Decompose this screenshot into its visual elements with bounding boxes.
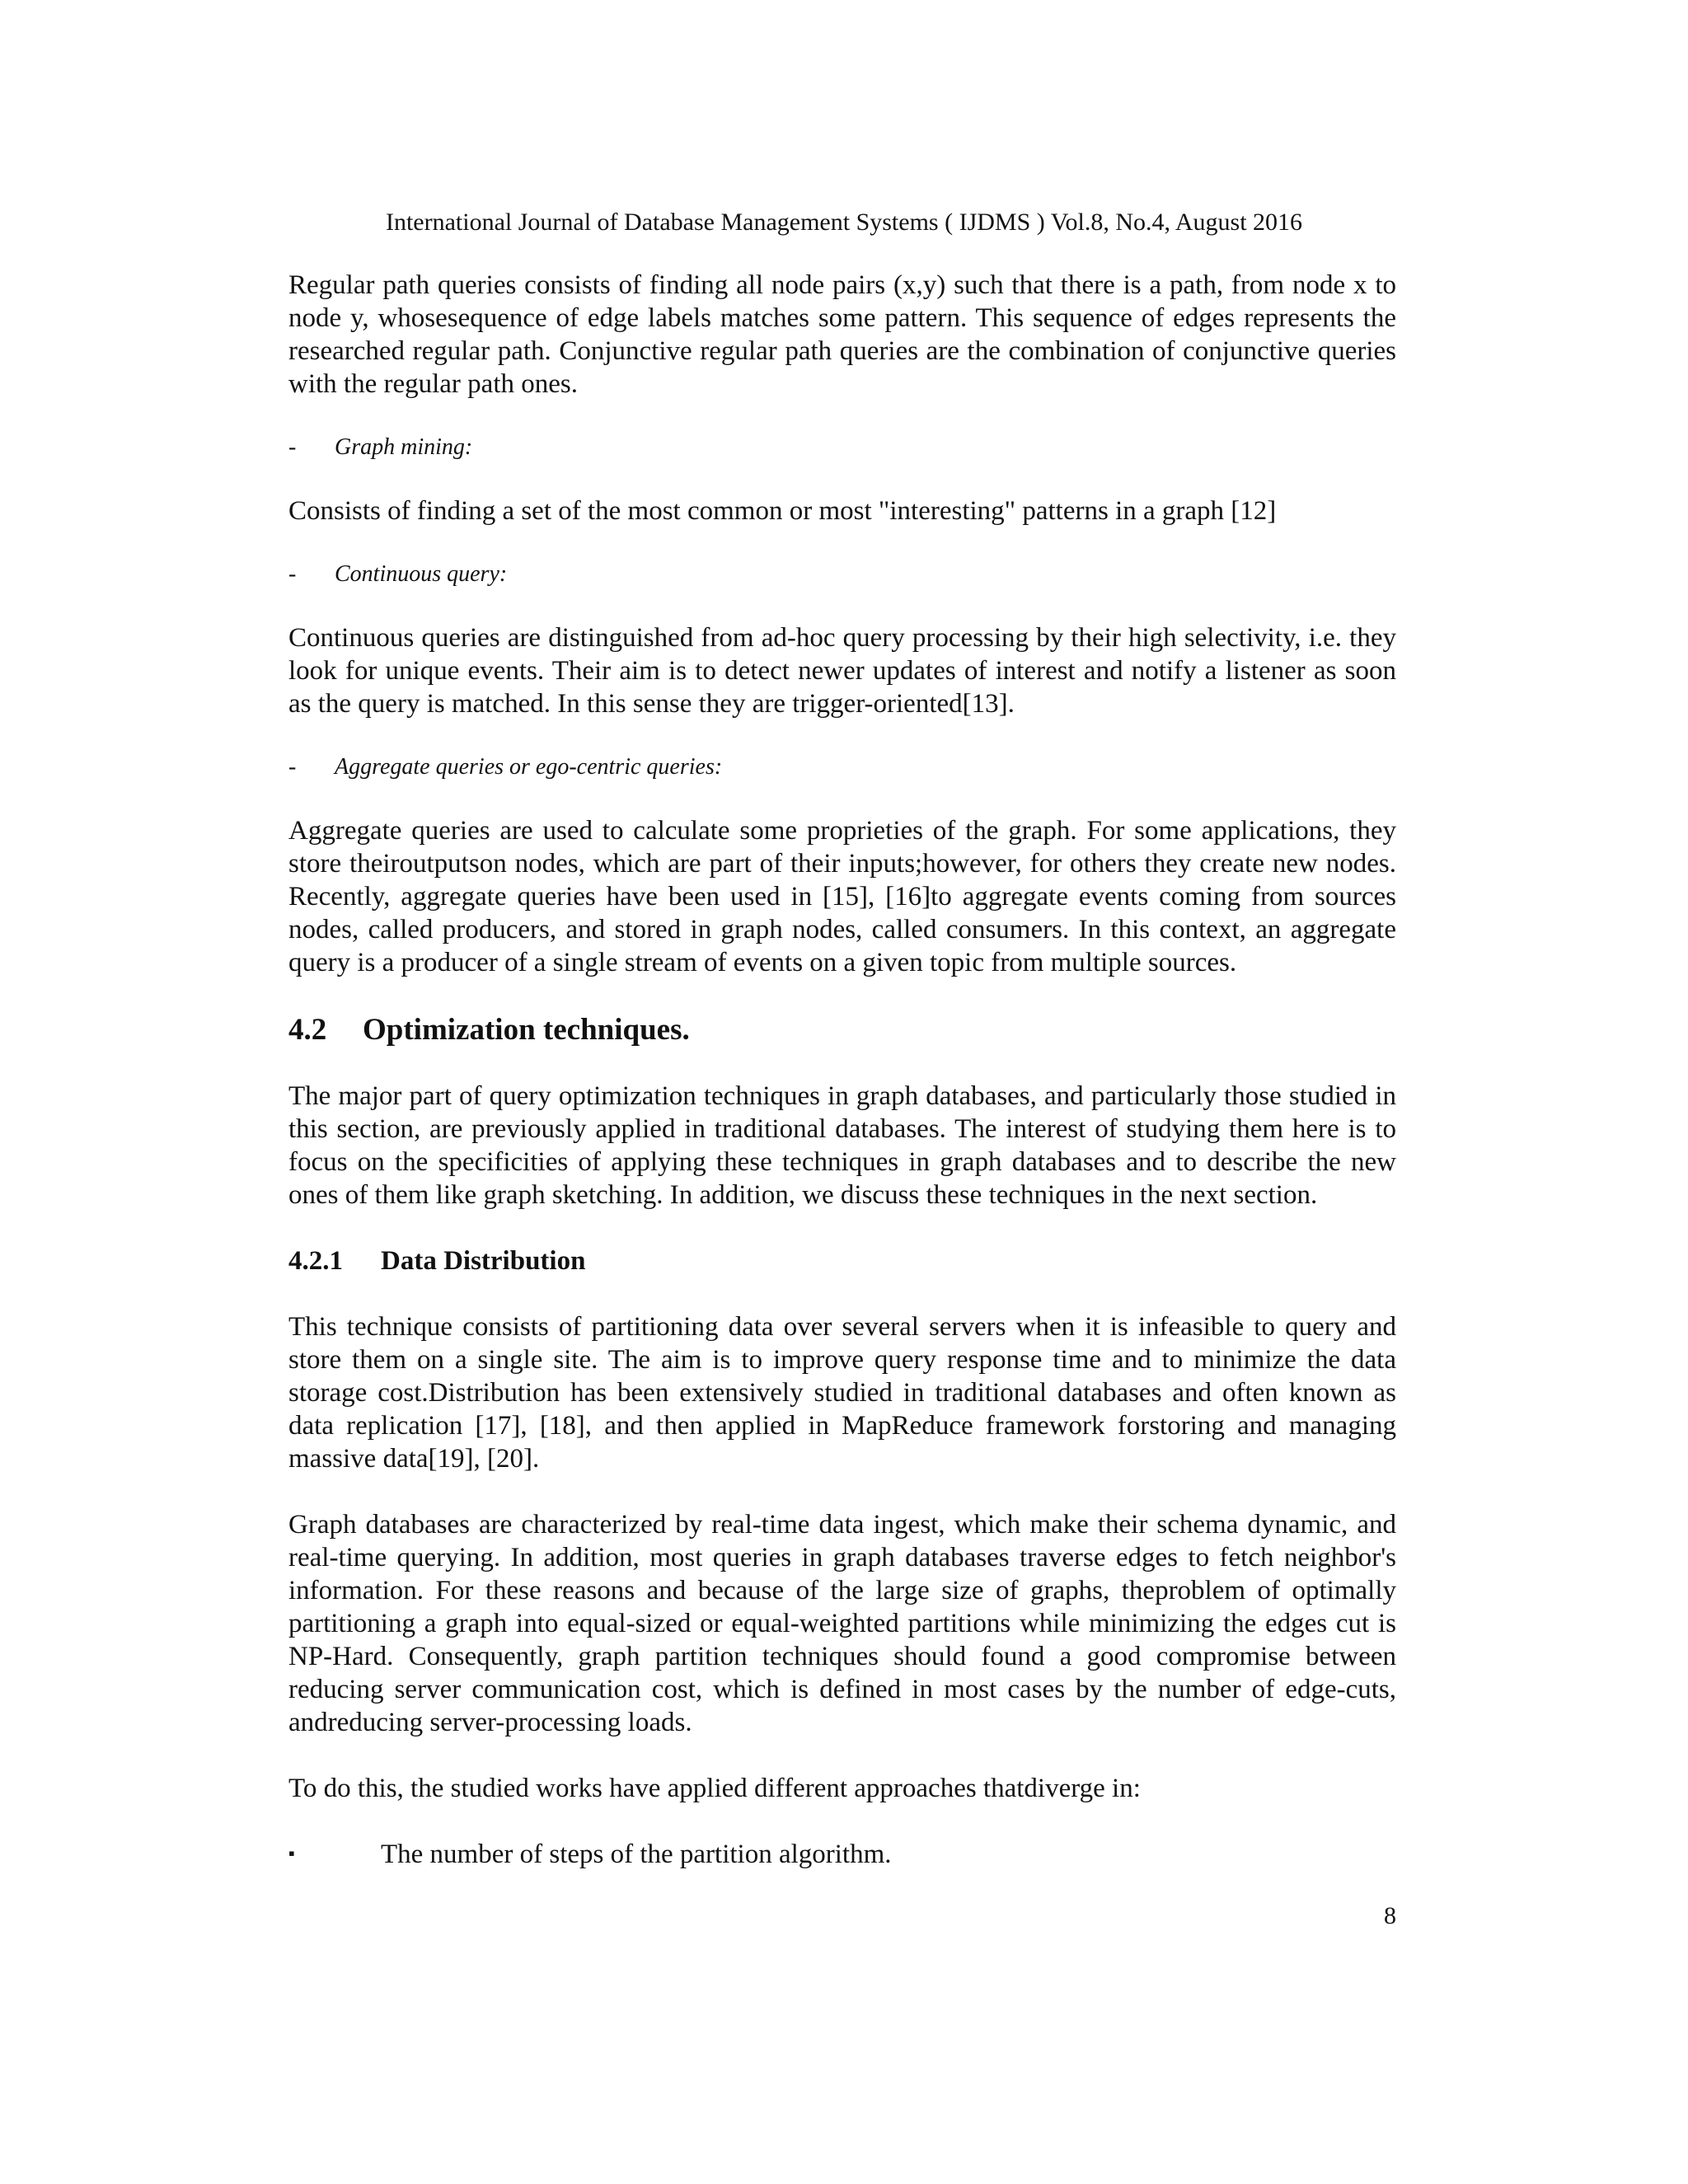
paragraph-graph-mining: Consists of finding a set of the most common or most "interesting" patterns in a graph [12] [288, 496, 1277, 526]
dash-item-label: Continuous query: [335, 561, 508, 587]
dash-item-aggregate-queries [288, 753, 1396, 781]
paragraph-optimization-intro: The major part of query optimization techniques in graph databases, and particularly those studied in this section, are previously applied in traditional databases. The interest of studying them here is to focus on the specificities of applying these techniques in graph databases and to describe the new ones of them like graph sketching. In addition, we discuss these techniques in the next section. [288, 1081, 1396, 1210]
subsection-heading-data-distribution [288, 1244, 1396, 1277]
subsection-title: Data Distribution [381, 1246, 586, 1276]
paragraph-data-distribution-2: Graph databases are characterized by real-time data ingest, which make their schema dynamic, and real-time querying. In addition, most queries in graph databases traverse edges to fetch neighbor's information. For these reasons and because of the large size of graphs, theproblem of optimally partitioning a graph into equal-sized or equal-weighted partitions while minimizing the edges cut is NP-Hard. Consequently, graph partition techniques should found a good compromise between reducing server communication cost, which is defined in most cases by the number of edge-cuts, andreducing server-processing loads. [288, 1510, 1396, 1737]
paragraph-aggregate-queries: Aggregate queries are used to calculate some proprieties of the graph. For some applications, they store theiroutputson nodes, which are part of their inputs;however, for others they create new nodes. Recently, aggregate queries have been used in [15], [16]to aggregate events coming from sources nodes, called producers, and stored in graph nodes, called consumers. In this context, an aggregate query is a producer of a single stream of events on a given topic from multiple sources. [288, 816, 1396, 977]
bullet-item [288, 1838, 1396, 1873]
bullet-marker: ▪ [288, 1843, 295, 1863]
dash-marker: - [288, 434, 297, 460]
paragraph-data-distribution-1: This technique consists of partitioning data over several servers when it is infeasible to query and store them on a single site. The aim is to improve query response time and to minimize the data storage cost.Distribution has been extensively studied in traditional databases and often known as data replication [17], [18], and then applied in MapReduce framework forstoring and managing massive data[19], [20]. [288, 1312, 1396, 1474]
running-header: International Journal of Database Management Systems ( IJDMS ) Vol.8, No.4, August 2016 [385, 209, 1303, 236]
paragraph-regular-path-queries: Regular path queries consists of finding all node pairs (x,y) such that there is a path, from node x to node y, whosesequence of edge labels matches some pattern. This sequence of edges represents the researched regular path. Conjunctive regular path queries are the combination of conjunctive queries with the regular path ones. [288, 270, 1396, 399]
dash-item-continuous-query [288, 560, 1396, 588]
dash-marker: - [288, 561, 297, 587]
dash-marker: - [288, 754, 297, 780]
section-number: 4.2 [288, 1013, 327, 1047]
dash-item-label: Aggregate queries or ego-centric queries: [335, 754, 723, 780]
paragraph-continuous-query: Continuous queries are distinguished from ad-hoc query processing by their high selectivity, i.e. they look for unique events. Their aim is to detect newer updates of interest and notify a listener as soon as the query is matched. In this sense they are trigger-oriented[13]. [288, 623, 1396, 719]
section-heading-optimization [288, 1012, 1396, 1048]
paragraph-approaches-intro: To do this, the studied works have applied different approaches thatdiverge in: [288, 1774, 1141, 1803]
dash-item-graph-mining [288, 434, 1396, 462]
page-body [288, 269, 1396, 1873]
subsection-number: 4.2.1 [288, 1246, 343, 1276]
section-title: Optimization techniques. [363, 1013, 690, 1047]
dash-item-label: Graph mining: [335, 434, 473, 460]
bullet-text: The number of steps of the partition algorithm. [381, 1840, 892, 1869]
page-number: 8 [1384, 1902, 1396, 1929]
